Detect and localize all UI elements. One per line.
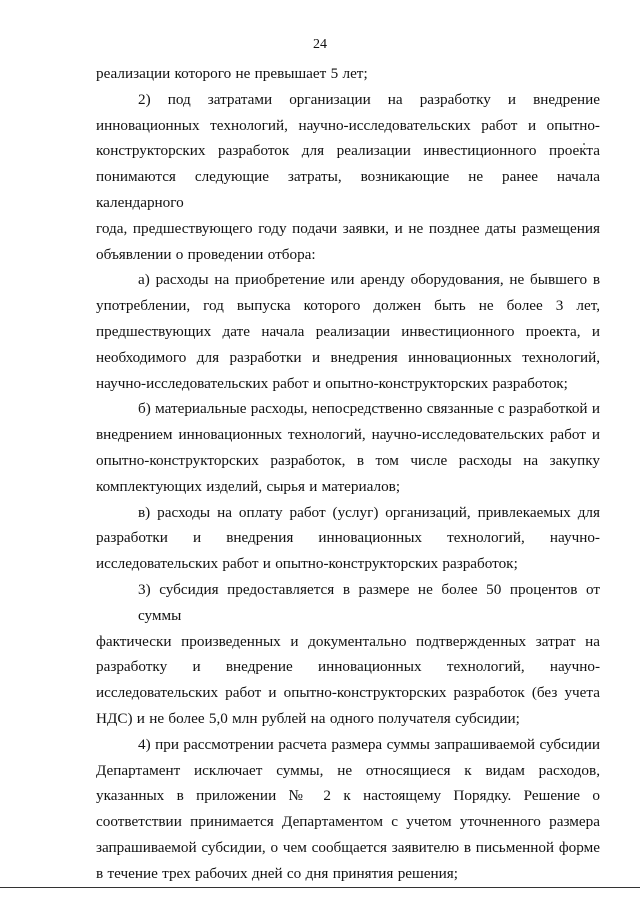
text-line: объявлении о проведении отбора: [96, 245, 316, 263]
document-body [96, 61, 600, 887]
text-line: научно-исследовательских работ и опытно-конструкторских разработок; [96, 374, 568, 392]
text-line: НДС) и не более 5,0 млн рублей на одного получателя субсидии; [96, 709, 520, 727]
footer-divider [0, 887, 640, 888]
text-line: б) материальные расходы, непосредственно связанные с разработкой и [138, 400, 600, 418]
text-line: в течение трех рабочих дней со дня принятия решения; [96, 864, 458, 882]
paragraph-item-4 [96, 732, 600, 887]
text-line: запрашиваемой субсидии, о чем сообщается заявителю в письменной форме [96, 838, 600, 856]
text-line: Департамент исключает суммы, не относящиеся к видам расходов, [96, 761, 600, 779]
text-line: разработки и внедрения инновационных технологий, научно- [96, 529, 600, 547]
text-line: исследовательских работ и опытно-конструкторских разработок; [96, 555, 518, 573]
paragraph-subitem-a [96, 267, 600, 396]
text-line: конструкторских разработок для реализации инвестиционного проекта [96, 142, 600, 160]
text-line: 4) при рассмотрении расчета размера суммы запрашиваемой субсидии [138, 735, 600, 753]
text-line: понимаются следующие затраты, возникающие не ранее начала календарного [96, 168, 600, 211]
text-line: комплектующих изделий, сырья и материалов; [96, 477, 401, 495]
text-line: фактически произведенных и документально подтвержденных затрат на [96, 632, 600, 650]
paragraph-subitem-v [96, 500, 600, 577]
text-line: инновационных технологий, научно-исследовательских работ и опытно- [96, 116, 600, 134]
paragraph-subitem-b [96, 396, 600, 499]
text-line: 2) под затратами организации на разработку и внедрение [138, 90, 600, 108]
text-line: а) расходы на приобретение или аренду оборудования, не бывшего в [138, 271, 600, 289]
text-line: употреблении, год выпуска которого должен быть не более 3 лет, [96, 297, 600, 315]
paragraph-continuation [96, 61, 600, 87]
text-line: соответствии принимается Департаментом с учетом уточненного размера [96, 813, 600, 831]
paragraph-item-2 [96, 87, 600, 268]
text-line: указанных в приложении № 2 к настоящему Порядку. Решение о [96, 787, 600, 805]
text-line: опытно-конструкторских разработок, в том числе расходы на закупку [96, 451, 600, 469]
page-number: 24 [313, 37, 327, 52]
paragraph-item-3 [96, 577, 600, 732]
text-line: 3) субсидия предоставляется в размере не более 50 процентов от суммы [138, 580, 600, 624]
text-line: внедрением инновационных технологий, научно-исследовательских работ и [96, 426, 600, 444]
text-line: реализации которого не превышает 5 лет; [96, 65, 368, 82]
text-line: необходимого для разработки и внедрения инновационных технологий, [96, 348, 600, 366]
text-line: года, предшествующего году подачи заявки, и не позднее даты размещения [96, 219, 600, 237]
text-line: исследовательских работ и опытно-конструкторских разработок (без учета [96, 684, 600, 702]
text-line: предшествующих дате начала реализации инвестиционного проекта, и [96, 322, 600, 340]
text-line: в) расходы на оплату работ (услуг) организаций, привлекаемых для [138, 503, 600, 521]
text-line: разработку и внедрение инновационных технологий, научно- [96, 658, 600, 676]
